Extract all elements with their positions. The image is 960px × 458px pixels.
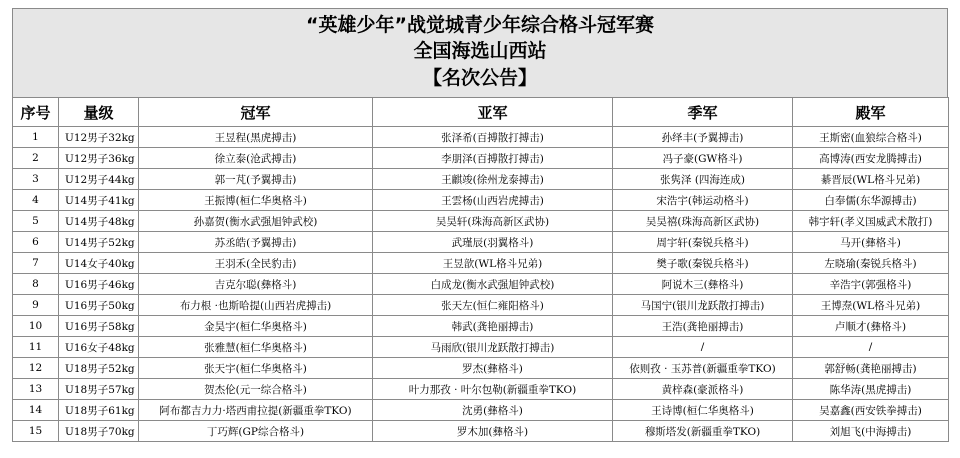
table-row	[13, 169, 949, 190]
announcement-sheet	[12, 8, 948, 442]
cell-runner-up: 张泽希(百搏散打搏击)	[373, 127, 613, 148]
cell-third: /	[613, 337, 793, 358]
cell-third: 马国宁(银川龙跃散打搏击)	[613, 295, 793, 316]
cell-champion: 王羽禾(全民豹击)	[139, 253, 373, 274]
cell-third: 吴昊禧(珠海高新区武协)	[613, 211, 793, 232]
cell-third: 阿说木三(彝格斗)	[613, 274, 793, 295]
cell-third: 张隽泽 (四海连成)	[613, 169, 793, 190]
table-row	[13, 295, 949, 316]
cell-fourth: /	[793, 337, 949, 358]
cell-rank: 1	[13, 127, 59, 148]
cell-rank: 3	[13, 169, 59, 190]
cell-third: 依则孜 · 玉苏普(新疆重拳TKO)	[613, 358, 793, 379]
cell-weight-class: U16男子58kg	[59, 316, 139, 337]
cell-runner-up: 武瑾辰(羽翼格斗)	[373, 232, 613, 253]
cell-fourth: 韩宇轩(孝义国威武术散打)	[793, 211, 949, 232]
table-row	[13, 337, 949, 358]
cell-runner-up: 韩武(龚艳丽搏击)	[373, 316, 613, 337]
cell-third: 周宇轩(秦锐兵格斗)	[613, 232, 793, 253]
cell-runner-up: 王麒竣(徐州龙泰搏击)	[373, 169, 613, 190]
cell-runner-up: 罗杰(彝格斗)	[373, 358, 613, 379]
cell-weight-class: U14男子48kg	[59, 211, 139, 232]
cell-weight-class: U16男子46kg	[59, 274, 139, 295]
cell-champion: 丁巧辉(GP综合格斗)	[139, 421, 373, 442]
header-runner-up: 亚军	[373, 98, 613, 127]
cell-fourth: 王斯密(血狼综合格斗)	[793, 127, 949, 148]
table-row	[13, 421, 949, 442]
announcement-label: 【名次公告】	[422, 67, 537, 89]
table-body	[13, 127, 949, 442]
cell-weight-class: U16男子50kg	[59, 295, 139, 316]
cell-champion: 张天宇(桓仁华奥格斗)	[139, 358, 373, 379]
header-rank: 序号	[13, 98, 59, 127]
cell-champion: 孙嘉贺(衡水武强旭钟武校)	[139, 211, 373, 232]
cell-fourth: 綦晋辰(WL格斗兄弟)	[793, 169, 949, 190]
cell-rank: 5	[13, 211, 59, 232]
cell-champion: 金昊宇(桓仁华奥格斗)	[139, 316, 373, 337]
cell-fourth: 卢顺才(彝格斗)	[793, 316, 949, 337]
cell-rank: 9	[13, 295, 59, 316]
cell-weight-class: U12男子36kg	[59, 148, 139, 169]
header-fourth: 殿军	[793, 98, 949, 127]
cell-runner-up: 李朋泽(百搏散打搏击)	[373, 148, 613, 169]
table-row	[13, 274, 949, 295]
cell-weight-class: U18男子61kg	[59, 400, 139, 421]
cell-fourth: 马开(彝格斗)	[793, 232, 949, 253]
cell-runner-up: 张天左(恒仁雍阳格斗)	[373, 295, 613, 316]
cell-third: 穆斯塔发(新疆重拳TKO)	[613, 421, 793, 442]
event-title: “英雄少年”战觉城青少年综合格斗冠军赛	[306, 14, 654, 36]
cell-fourth: 吴嘉鑫(西安铁拳搏击)	[793, 400, 949, 421]
cell-weight-class: U18男子57kg	[59, 379, 139, 400]
cell-champion: 布力根 ·也斯哈提(山西岩虎搏击)	[139, 295, 373, 316]
cell-champion: 阿布都吉力力·塔西甫拉提(新疆重拳TKO)	[139, 400, 373, 421]
table-row	[13, 232, 949, 253]
cell-rank: 15	[13, 421, 59, 442]
table-row	[13, 211, 949, 232]
cell-third: 王浩(龚艳丽搏击)	[613, 316, 793, 337]
cell-rank: 14	[13, 400, 59, 421]
cell-weight-class: U14男子52kg	[59, 232, 139, 253]
cell-runner-up: 白成龙(衡水武强旭钟武校)	[373, 274, 613, 295]
cell-weight-class: U18男子70kg	[59, 421, 139, 442]
cell-fourth: 刘旭飞(中海搏击)	[793, 421, 949, 442]
cell-third: 樊子歌(秦锐兵格斗)	[613, 253, 793, 274]
cell-rank: 6	[13, 232, 59, 253]
table-row	[13, 400, 949, 421]
cell-runner-up: 王昱歆(WL格斗兄弟)	[373, 253, 613, 274]
cell-runner-up: 沈勇(彝格斗)	[373, 400, 613, 421]
table-row	[13, 127, 949, 148]
cell-rank: 7	[13, 253, 59, 274]
header-third: 季军	[613, 98, 793, 127]
cell-weight-class: U14女子40kg	[59, 253, 139, 274]
table-row	[13, 379, 949, 400]
cell-fourth: 陈华涛(黑虎搏击)	[793, 379, 949, 400]
title-block	[12, 8, 948, 97]
results-table	[12, 97, 949, 442]
cell-fourth: 郭舒畅(龚艳丽搏击)	[793, 358, 949, 379]
table-row	[13, 190, 949, 211]
cell-runner-up: 王雲杨(山西岩虎搏击)	[373, 190, 613, 211]
cell-rank: 4	[13, 190, 59, 211]
cell-runner-up: 马雨欣(银川龙跃散打搏击)	[373, 337, 613, 358]
cell-third: 冯子豪(GW格斗)	[613, 148, 793, 169]
header-champion: 冠军	[139, 98, 373, 127]
cell-champion: 贺杰伦(元一综合格斗)	[139, 379, 373, 400]
cell-rank: 11	[13, 337, 59, 358]
header-weight-class: 量级	[59, 98, 139, 127]
cell-champion: 徐立泰(沧武搏击)	[139, 148, 373, 169]
cell-weight-class: U14男子41kg	[59, 190, 139, 211]
cell-runner-up: 叶力那孜 · 叶尔包勒(新疆重拳TKO)	[373, 379, 613, 400]
cell-rank: 12	[13, 358, 59, 379]
cell-champion: 张雅慧(桓仁华奥格斗)	[139, 337, 373, 358]
cell-third: 黄梓森(豪派格斗)	[613, 379, 793, 400]
cell-rank: 8	[13, 274, 59, 295]
cell-champion: 吉克尔聪(彝格斗)	[139, 274, 373, 295]
cell-champion: 王振博(桓仁华奥格斗)	[139, 190, 373, 211]
table-row	[13, 316, 949, 337]
cell-third: 宋浩宇(韩运动格斗)	[613, 190, 793, 211]
cell-rank: 10	[13, 316, 59, 337]
cell-fourth: 左晓瑜(秦锐兵格斗)	[793, 253, 949, 274]
cell-rank: 2	[13, 148, 59, 169]
cell-rank: 13	[13, 379, 59, 400]
event-subtitle: 全国海选山西站	[413, 40, 547, 62]
table-row	[13, 148, 949, 169]
cell-fourth: 高博涛(西安龙腾搏击)	[793, 148, 949, 169]
table-row	[13, 253, 949, 274]
cell-fourth: 白奉儒(东华源搏击)	[793, 190, 949, 211]
cell-weight-class: U12男子44kg	[59, 169, 139, 190]
cell-fourth: 王博焘(WL格斗兄弟)	[793, 295, 949, 316]
cell-third: 王诗博(桓仁华奥格斗)	[613, 400, 793, 421]
cell-runner-up: 罗木加(彝格斗)	[373, 421, 613, 442]
cell-third: 孙绎丰(予翼搏击)	[613, 127, 793, 148]
cell-champion: 郭一芃(予翼搏击)	[139, 169, 373, 190]
header-row	[13, 98, 949, 127]
cell-runner-up: 吴昊轩(珠海高新区武协)	[373, 211, 613, 232]
cell-weight-class: U18男子52kg	[59, 358, 139, 379]
table-row	[13, 358, 949, 379]
cell-fourth: 辛浩宇(郭强格斗)	[793, 274, 949, 295]
cell-weight-class: U12男子32kg	[59, 127, 139, 148]
cell-weight-class: U16女子48kg	[59, 337, 139, 358]
cell-champion: 苏丞皓(予翼搏击)	[139, 232, 373, 253]
cell-champion: 王昱程(黑虎搏击)	[139, 127, 373, 148]
